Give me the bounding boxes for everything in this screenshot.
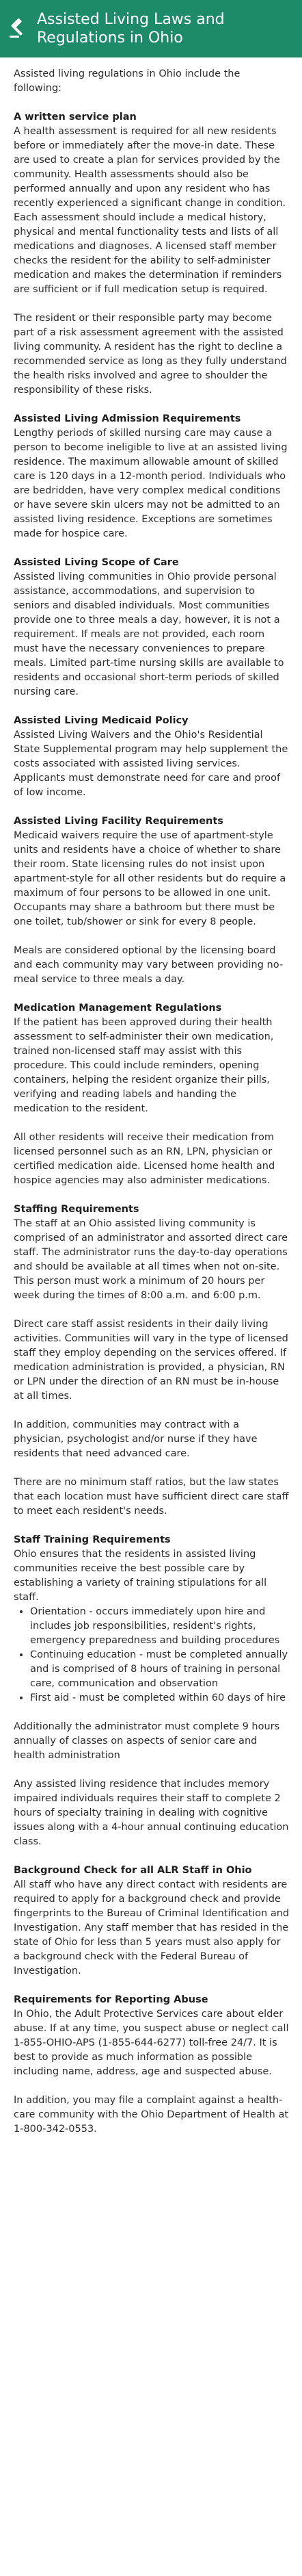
paragraph: Assisted Living Waivers and the Ohio's Residential State Supplemental program may help supplement the costs associated with assisted living services. Applicants must demonstrate need for care and proof of low income. [14, 730, 288, 798]
paragraph: Any assisted living residence that includes memory impaired individuals requires their staff to complete 2 hours of specialty training in dealing with cognitive issues along with a 4-hour annual continuing education class. [14, 1779, 289, 1847]
page-title: Assisted Living Laws and Regulations in Ohio [37, 11, 225, 47]
section-heading: Assisted Living Scope of Care [14, 557, 179, 568]
paragraph: Ohio ensures that the residents in assisted living communities receive the best possible care by establishing a variety of training stipulations for all staff. [14, 1549, 267, 1603]
intro-text: Assisted living regulations in Ohio include the following: [14, 68, 241, 94]
paragraph: Additionally the administrator must complete 9 hours annually of classes on aspects of senior care and health administration [14, 1721, 280, 1761]
section-medicaid-policy [14, 714, 290, 800]
section-service-plan [14, 110, 290, 398]
section-heading: Assisted Living Medicaid Policy [14, 715, 189, 726]
section-heading: A written service plan [14, 112, 137, 123]
paragraph: Direct care staff assist residents in their daily living activities. Communities will vary in the type of licensed staff they employ depending on the services offered. If medication administration is provided, a physician, RN or LPN under the direction of an RN must be in-house at all times. [14, 1319, 288, 1402]
paragraph: Meals are considered optional by the licensing board and each community may vary between providing no-meal service to three meals a day. [14, 945, 284, 985]
paragraph: In Ohio, the Adult Protective Services care about elder abuse. If at any time, you suspect abuse or neglect call 1-855-OHIO-APS (1-855-644-6277) toll-free 24/7. It is best to provide as much information as possible including name, address, age and suspected abuse. [14, 2009, 289, 2077]
training-list [14, 1605, 290, 1705]
section-heading: Staffing Requirements [14, 1204, 139, 1215]
paragraph: In addition, communities may contract with a physician, psychologist and/or nurse if they have residents that need advanced care. [14, 1419, 258, 1459]
paragraph: There are no minimum staff ratios, but the law states that each location must have sufficient direct care staff to meet each resident's needs. [14, 1477, 289, 1517]
section-heading: Medication Management Regulations [14, 1003, 222, 1014]
section-reporting-abuse [14, 1993, 290, 2137]
paragraph: In addition, you may file a complaint against a health-care community with the Ohio Department of Health at 1-800-342-0553. [14, 2095, 289, 2135]
section-heading: Assisted Living Facility Requirements [14, 816, 223, 827]
article-body [0, 57, 302, 2137]
section-medication-management [14, 1001, 290, 1188]
paragraph: Assisted living communities in Ohio provide personal assistance, accommodations, and supervision to seniors and disabled individuals. Most communities provide one to three meals a day, however, it is not a requirement. If meals are not provided, each room must have the necessary conveniences to prepare meals. Limited part-time nursing skills are available to residents and occasional short-term periods of skilled nursing care. [14, 571, 284, 697]
gavel-icon [7, 17, 30, 40]
section-facility-requirements [14, 814, 290, 987]
paragraph: If the patient has been approved during their health assessment to self-administer their own medication, trained non-licensed staff may assist with this procedure. This could include reminders, opening containers, helping the resident organize their pills, verifying and reading labels and handing the medication to the resident. [14, 1017, 274, 1114]
paragraph: A health assessment is required for all new residents before or immediately after the move-in date. These are used to create a plan for services provided by the community. Health assessments should also be performed annually and upon any resident who has recently experienced a significant change in condition. Each assessment should include a medical history, physical and mental functionality tests and lists of all medications and diagnoses. A licensed staff member checks the resident for the ability to self-administer medication and makes the determination if reminders are sufficient or if full medication setup is required. [14, 126, 286, 295]
section-admission [14, 412, 290, 541]
paragraph: All other residents will receive their medication from licensed personnel such as an RN, LPN, physician or certified medication aide. Licensed home health and hospice agencies may also administer medications. [14, 1132, 275, 1186]
section-heading: Staff Training Requirements [14, 1534, 171, 1545]
paragraph: The resident or their responsible party may become part of a risk assessment agreement with the assisted living community. A resident has the right to decline a recommended service as long as they fully understand the health risks involved and agree to shoulder the responsibility of these risks. [14, 313, 287, 396]
paragraph: The staff at an Ohio assisted living community is comprised of an administrator and assorted direct care staff. The administrator runs the day-to-day operations and should be available at all times when not on-site. This person must work a minimum of 20 hours per week during the times of 8:00 a.m. and 6:00 p.m. [14, 1218, 288, 1301]
section-heading: Requirements for Reporting Abuse [14, 1994, 208, 2005]
paragraph: All staff who have any direct contact with residents are required to apply for a background check and provide fingerprints to the Bureau of Criminal Identification and Investigation. Any staff member that has resided in the state of Ohio for less than 5 years must also apply for a background check with the Federal Bureau of Investigation. [14, 1879, 290, 1976]
paragraph: Lengthy periods of skilled nursing care may cause a person to become ineligible to live at an assisted living residence. The maximum allowable amount of skilled care is 120 days in a 12-month period. Individuals who are bedridden, have very complex medical conditions or have severe skin ulcers may not be admitted to an assisted living residence. Exceptions are sometimes made for hospice care. [14, 428, 288, 539]
section-heading: Background Check for all ALR Staff in Ohio [14, 1865, 252, 1876]
section-staffing [14, 1202, 290, 1519]
paragraph: Medicaid waivers require the use of apartment-style units and residents have a choice of whether to share their room. State licensing rules do not insist upon apartment-style for all other residents but do require a maximum of four persons to be allowed in one unit. Occupants may share a bathroom but there must be one toilet, tub/shower or sink for every 8 people. [14, 830, 286, 927]
list-item: • First aid - must be completed within 60 days of hire [30, 1691, 290, 1705]
section-scope-of-care [14, 556, 290, 699]
list-item: • Continuing education - must be completed annually and is comprised of 8 hours of training in personal care, communication and observation [30, 1648, 290, 1691]
list-item: • Orientation - occurs immediately upon hire and includes job responsibilities, resident's rights, emergency preparedness and building procedures [30, 1605, 290, 1648]
section-staff-training [14, 1533, 290, 1849]
section-background-check [14, 1864, 290, 1979]
page-header [0, 0, 302, 57]
section-heading: Assisted Living Admission Requirements [14, 413, 241, 424]
